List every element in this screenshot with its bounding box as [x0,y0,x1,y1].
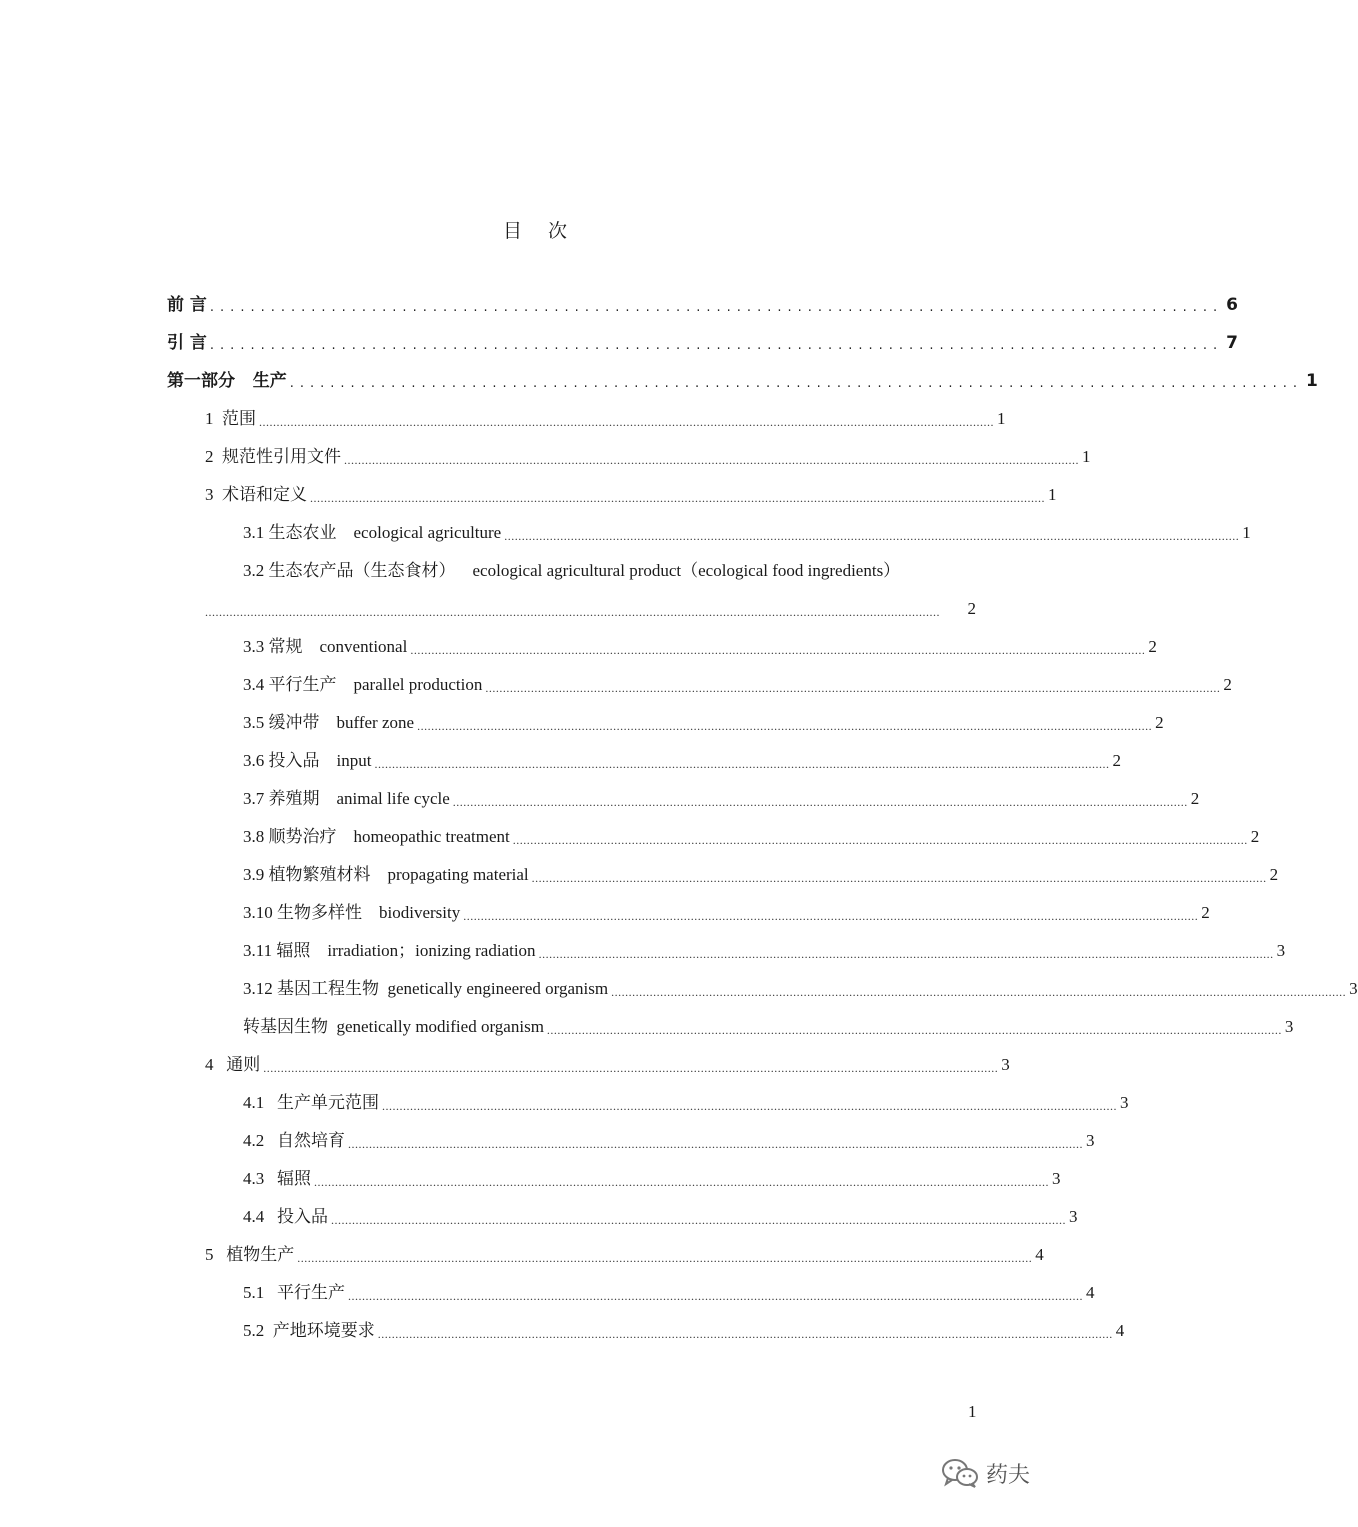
toc-entry-label: 5.2 产地环境要求 [243,1321,375,1340]
toc-entry-page: 1 [1306,371,1318,391]
toc-entry-4-2[interactable] [243,1122,1095,1152]
toc-entry-label: 4 通则 [205,1055,261,1074]
toc-entry-page: 2 [1269,865,1279,884]
toc-entry-page: 2 [1112,751,1121,770]
toc-entry-label: 4.2 自然培育 [243,1131,345,1150]
toc-entry-3-9[interactable] [243,856,1279,886]
toc-entry-label: 3.8 顺势治疗 homeopathic treatment [243,827,510,846]
toc-entry-label: 3.12 基因工程生物 genetically engineered organism [243,979,609,998]
toc-entry-terms[interactable] [205,476,1057,506]
toc-entry-label: 转基因生物 genetically modified organism [243,1017,544,1036]
toc-entry-5-2[interactable] [243,1312,1125,1342]
toc-leader: .................................................................................................................................................................................................................. [531,871,1267,885]
toc-entry-normative-references[interactable] [205,438,1091,468]
toc-entry-page: 2 [1155,713,1164,732]
toc-entry-page: 1 [1242,523,1251,542]
toc-entry-label: 引 言 [167,333,207,353]
toc-entry-3-6[interactable] [243,742,1121,772]
toc-entry-label: 3.11 辐照 irradiation；ionizing radiation [243,941,536,960]
page-number: 1 [968,1402,977,1421]
toc-entry-page: 2 [1148,637,1157,656]
toc-entry-3-8[interactable] [243,818,1260,848]
toc-leader: .................................................................................................................................................................................................................. [314,1175,1049,1189]
toc-entry-page: 3 [1052,1169,1061,1188]
toc-entry-4-1[interactable] [243,1084,1129,1114]
toc-leader: .................................................................................................................................................................................................................. [348,1137,1083,1151]
toc-leader: .................................................................................................................................................................................................................. [452,795,1188,809]
toc-leader: .................................................................................................................................................................................................................. [310,491,1045,505]
toc-entry-page: 1 [1048,485,1057,504]
toc-entry-label: 4.3 辐照 [243,1169,311,1188]
toc-entry-page: 2 [967,599,976,618]
toc-entry-page: 4 [1086,1283,1095,1302]
toc-entry-label: 3.1 生态农业 ecological agriculture [243,523,502,542]
toc-leader: .................................................................................................................................................................................................................. [205,605,940,619]
toc-leader: .................................................................................................................................................................................................................. [611,985,1347,999]
toc-leader: .................................................................................................................................................................................................................. [382,1099,1117,1113]
toc-entry-label: 3.6 投入品 input [243,751,372,770]
toc-leader: .................................................................................................................................................................................................................. [348,1289,1083,1303]
toc-entry-label: 3.5 缓冲带 buffer zone [243,713,415,732]
toc-entry-3-5[interactable] [243,704,1164,734]
toc-entry-3-11[interactable] [243,932,1286,962]
toc-entry-page: 7 [1226,333,1238,353]
toc-entry-preface[interactable] [167,286,1238,316]
toc-leader: .................................................................................................... [209,300,1224,315]
toc-leader: .................................................................................................................................................................................................................. [259,415,994,429]
toc-entry-page: 1 [1082,447,1091,466]
toc-entry-page: 2 [1223,675,1232,694]
toc-entry-4-4[interactable] [243,1198,1078,1228]
toc-entry-page: 4 [1035,1245,1044,1264]
toc-entry-introduction[interactable] [167,324,1238,354]
toc-entry-label: 4.1 生产单元范围 [243,1093,379,1112]
toc-entry-page: 3 [1086,1131,1095,1150]
toc-entry-label: 3.4 平行生产 parallel production [243,675,483,694]
toc-entry-page: 3 [1069,1207,1078,1226]
toc-entry-label: 3.9 植物繁殖材料 propagating material [243,865,529,884]
wechat-icon [940,1457,980,1489]
toc-leader: .................................................................................................................................................................................................................. [297,1251,1033,1265]
toc-entry-label: 2 规范性引用文件 [205,447,341,466]
watermark-text: 药夫 [986,1462,1031,1488]
toc-leader: .................................................................................................................................................................................................................. [463,909,1199,923]
toc-entry-label: 3.7 养殖期 animal life cycle [243,789,450,808]
toc-entry-scope[interactable] [205,400,1006,430]
toc-entry-4-3[interactable] [243,1160,1061,1190]
toc-entry-label: 3.3 常规 conventional [243,637,408,656]
toc-entry-3-12[interactable] [243,970,1358,1000]
toc-entry-3-10[interactable] [243,894,1210,924]
toc-entry-page: 3 [1349,979,1358,998]
toc-entry-3-2-label[interactable]: 3.2 生态农产品（生态食材） ecological agricultural product（ecological food ingredients） [243,561,901,580]
toc-entry-page: 4 [1115,1321,1125,1340]
toc-entry-label: 第一部分 生产 [167,371,287,391]
toc-leader: .................................................................................................................................................................................................................. [410,643,1146,657]
toc-leader: .................................................................................................................................................................................................................. [512,833,1248,847]
toc-entry-page: 3 [1276,941,1286,960]
toc-entry-label: 前 言 [167,295,207,315]
toc-entry-general[interactable] [205,1046,1010,1076]
toc-entry-label: 5 植物生产 [205,1245,295,1264]
toc-entry-3-3[interactable] [243,628,1157,658]
toc-leader: .................................................................................................... [289,376,1303,391]
toc-leader: .................................................................................................................................................................................................................. [417,719,1153,733]
toc-entry-3-7[interactable] [243,780,1200,810]
toc-title: 目 次 [502,220,578,242]
toc-entry-page: 3 [1120,1093,1129,1112]
toc-leader: .................................................................................................... [209,338,1224,353]
toc-leader: .................................................................................................................................................................................................................. [546,1023,1282,1037]
toc-entry-page: 2 [1190,789,1200,808]
toc-leader: .................................................................................................................................................................................................................. [331,1213,1066,1227]
toc-entry-plant-production[interactable] [205,1236,1044,1266]
toc-entry-5-1[interactable] [243,1274,1095,1304]
toc-entry-page: 2 [1201,903,1210,922]
toc-entry-page: 3 [1001,1055,1010,1074]
toc-leader: .................................................................................................................................................................................................................. [538,947,1274,961]
toc-entry-label: 4.4 投入品 [243,1207,328,1226]
toc-leader: .................................................................................................................................................................................................................. [374,757,1110,771]
toc-entry-3-4[interactable] [243,666,1232,696]
toc-leader: .................................................................................................................................................................................................................. [504,529,1240,543]
toc-leader: .................................................................................................................................................................................................................. [344,453,1079,467]
toc-leader: .................................................................................................................................................................................................................. [377,1327,1113,1341]
toc-entry-3-2-leader-line[interactable] [205,590,976,620]
toc-entry-gmo[interactable] [243,1008,1294,1038]
toc-entry-part-one[interactable] [167,362,1318,392]
toc-entry-page: 2 [1250,827,1260,846]
toc-entry-3-1[interactable] [243,514,1251,544]
toc-entry-label: 1 范围 [205,409,256,428]
toc-leader: .................................................................................................................................................................................................................. [485,681,1221,695]
toc-entry-label: 5.1 平行生产 [243,1283,345,1302]
toc-entry-page: 1 [997,409,1006,428]
watermark [940,1457,1030,1489]
toc-entry-page: 3 [1284,1017,1294,1036]
toc-entry-label: 3.10 生物多样性 biodiversity [243,903,461,922]
toc-leader: .................................................................................................................................................................................................................. [263,1061,999,1075]
toc-entry-label: 3 术语和定义 [205,485,307,504]
toc-entry-page: 6 [1226,295,1238,315]
